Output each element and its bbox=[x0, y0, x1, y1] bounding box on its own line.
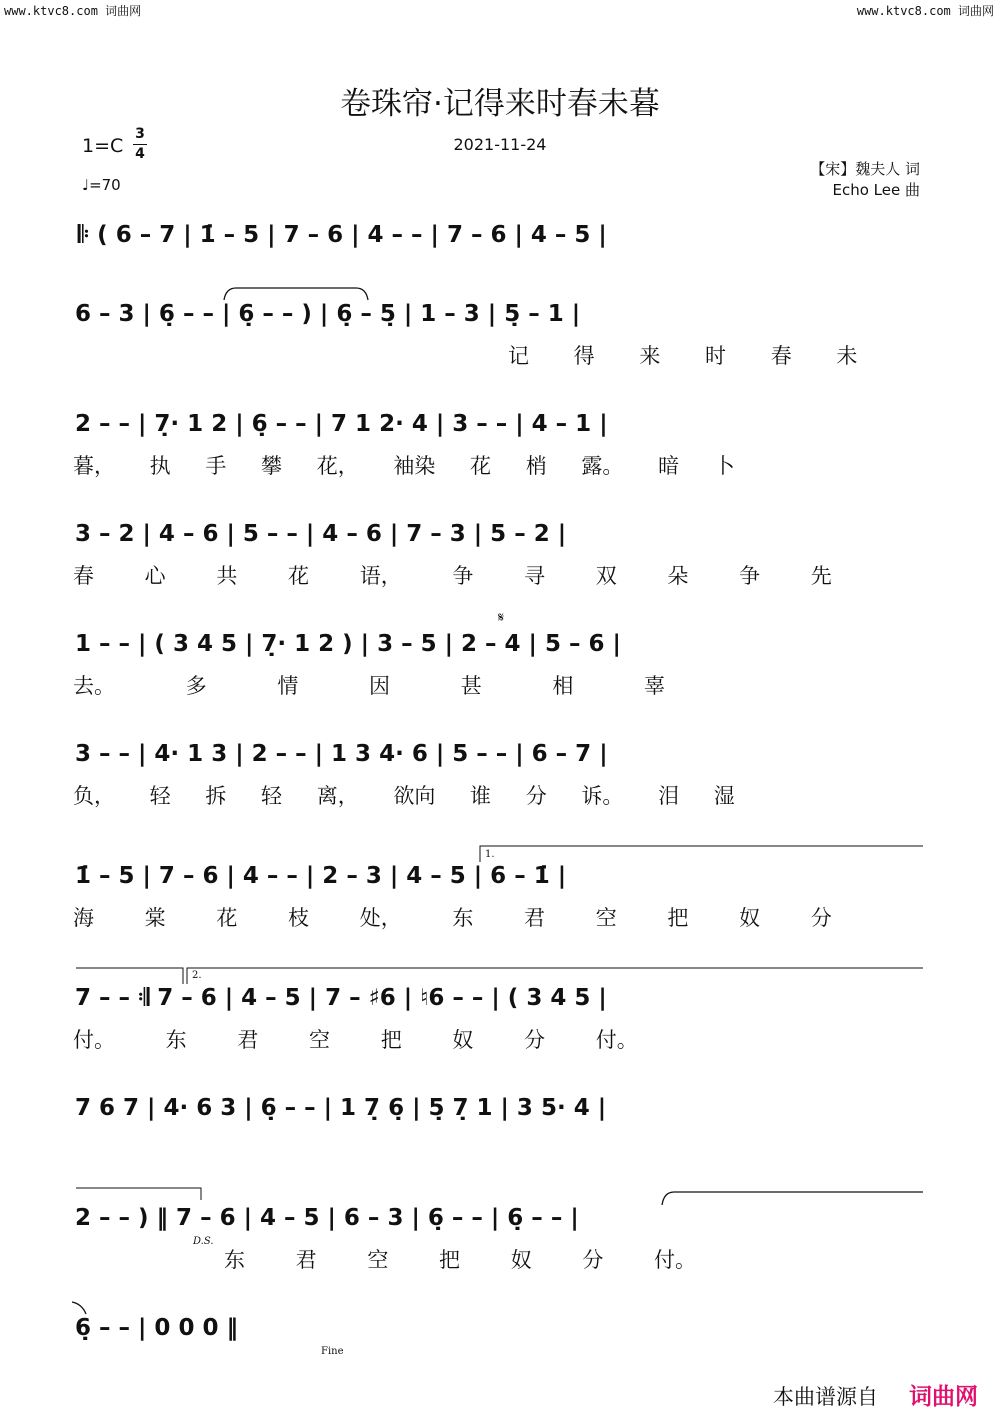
lyrics-line-7: 海 棠 花 枝 处， 东 君 空 把 奴 分 bbox=[73, 906, 832, 930]
notes-line-2: 6 – 3 | 6̣ – – | 6̣ – – ) | 6̣ – 5̣ | 1 – 3 | 5̣ – 1 | bbox=[75, 301, 581, 327]
ds-mark: D.S. bbox=[193, 1236, 214, 1247]
lyrics-line-4: 春 心 共 花 语， 争 寻 双 朵 争 先 bbox=[73, 564, 832, 588]
lyrics-line-3: 暮， 执 手 攀 花， 袖染 花 梢 露。 暗 卜 bbox=[73, 454, 735, 478]
fine-mark: Fine bbox=[321, 1346, 344, 1357]
lyrics-line-10: 东 君 空 把 奴 分 付。 bbox=[224, 1248, 697, 1272]
score-date: 2021-11-24 bbox=[453, 135, 547, 154]
composer-credit: Echo Lee 曲 bbox=[832, 181, 920, 199]
time-signature-top: 3 bbox=[135, 126, 145, 142]
watermark-right: www.ktvc8.com 词曲网 bbox=[856, 4, 994, 18]
source-credit-text: 本曲谱源自 bbox=[773, 1385, 878, 1409]
lyrics-line-6: 负， 轻 拆 轻 离， 欲向 谁 分 诉。 泪 湿 bbox=[73, 784, 735, 808]
notes-line-4: 3 – 2 | 4 – 6 | 5 – – | 4 – 6 | 7 – 3 | 5 – 2 | bbox=[75, 521, 567, 547]
tempo-marking: ♩=70 bbox=[82, 176, 121, 194]
watermark-left: www.ktvc8.com 词曲网 bbox=[4, 4, 142, 18]
volta-2-label: 2. bbox=[192, 970, 202, 981]
score-title: 卷珠帘·记得来时春未暮 bbox=[340, 86, 660, 122]
notes-line-5: 1 – – | ( 3 4 5 | 7̣· 1 2 ) | 3 – 5 | 2 – 4 | 5 – 6 | bbox=[75, 631, 621, 657]
lyrics-line-5: 去。 多 情 因 甚 相 辜 bbox=[73, 674, 666, 698]
notes-line-9: 7 6 7 | 4· 6 3 | 6̣ – – | 1 7̣ 6̣ | 5̣ 7̣ 1 | 3 5· 4 | bbox=[75, 1095, 607, 1121]
lyricist-credit: 【宋】魏夫人 词 bbox=[810, 160, 920, 178]
notes-line-6: 3 – – | 4· 1 3 | 2 – – | 1 3 4· 6 | 5 – – | 6 – 7 | bbox=[75, 741, 608, 767]
notes-line-8: 7 – – 𝄇 7 – 6 | 4 – 5 | 7 – ♯6 | ♮6 – – | ( 3 4 5 | bbox=[75, 985, 607, 1011]
notes-line-7: 1̇ – 5 | 7 – 6 | 4 – – | 2 – 3 | 4 – 5 | 6 – 1̇ | bbox=[75, 863, 567, 889]
segno-icon: 𝄋 bbox=[498, 610, 505, 626]
notes-line-3: 2 – – | 7̣· 1 2 | 6̣ – – | 7 1 2· 4 | 3 – – | 4 – 1 | bbox=[75, 411, 608, 437]
volta-1-label: 1. bbox=[485, 849, 495, 860]
notes-line-10: 2 – – ) ‖ 7 – 6 | 4 – 5 | 6 – 3 | 6̣ – – | 6̣ – – | bbox=[75, 1205, 579, 1231]
key-signature: 1=C bbox=[82, 135, 124, 157]
lyrics-line-2: 记 得 来 时 春 未 bbox=[508, 344, 858, 368]
lyrics-line-8: 付。 东 君 空 把 奴 分 付。 bbox=[73, 1028, 638, 1052]
notes-line-1: 𝄆 ( 6 – 7 | 1̇ – 5 | 7 – 6 | 4 – – | 7 – 6 | 4 – 5 | bbox=[78, 222, 607, 248]
time-signature-bottom: 4 bbox=[135, 146, 145, 162]
source-logo[interactable]: 词曲网 bbox=[909, 1384, 978, 1410]
notes-line-11: 6̣ – – | 0 0 0 ‖ bbox=[75, 1315, 238, 1341]
